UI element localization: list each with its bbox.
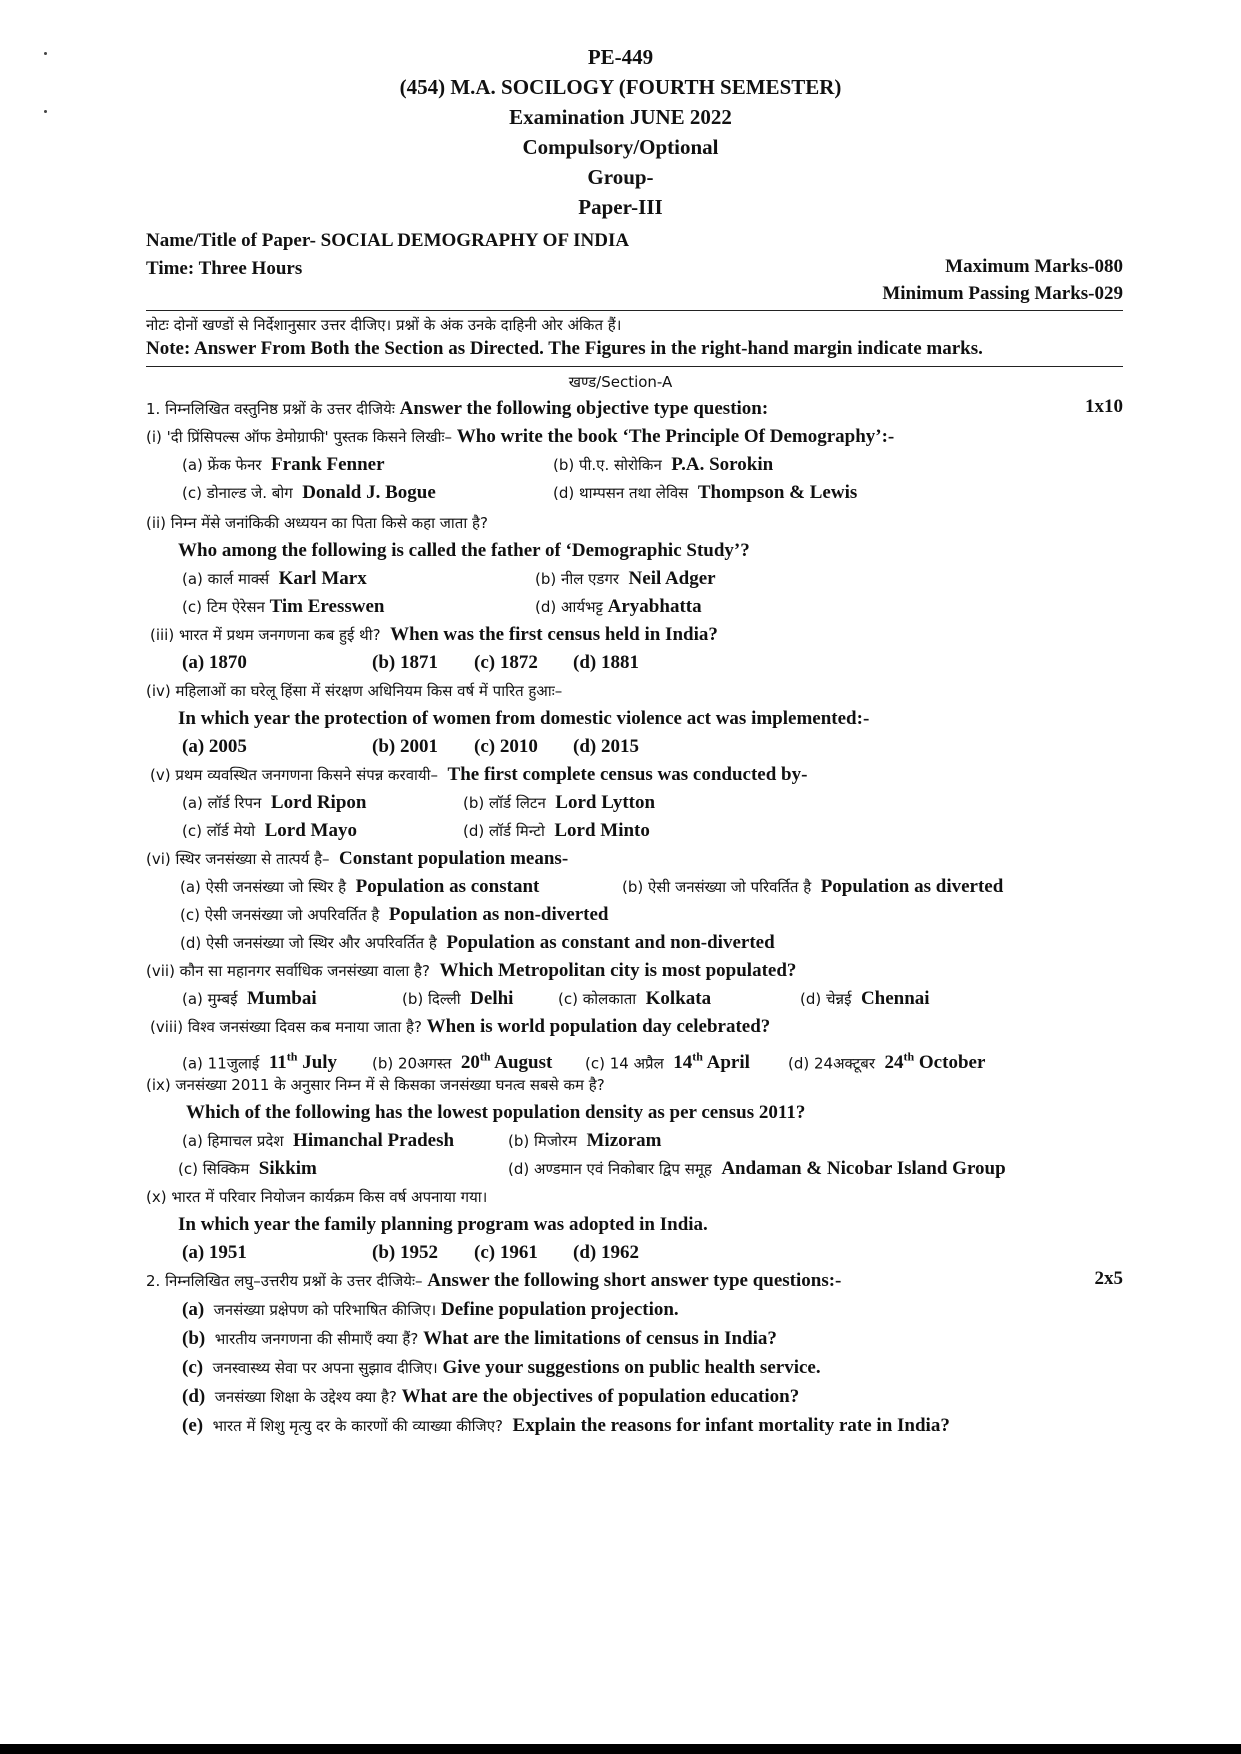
q1-viii-option-d: (d) 24अक्टूबर 24th October	[788, 1050, 986, 1074]
q1-viii: (viii) विश्व जनसंख्या दिवस कब मनाया जाता है? When is world population day celebrated?	[150, 1016, 771, 1037]
q1-iv-option-d: (d) 2015	[573, 736, 639, 757]
q2-item-d: (d) जनसंख्या शिक्षा के उद्देश्य क्या है? What are the objectives of population education?	[182, 1386, 800, 1407]
q1-ix: (ix) जनसंख्या 2011 के अनुसार निम्न में से किसका जनसंख्या घनत्व सबसे कम है?	[146, 1076, 605, 1094]
q1-v: (v) प्रथम व्यवस्थित जनगणना किसने संपन्न करवायी– The first complete census was conducted by-	[150, 764, 808, 785]
q1-marks: 1x10	[1085, 396, 1123, 417]
q1-ix-option-d: (d) अण्डमान एवं निकोबार द्विप समूह Andaman & Nicobar Island Group	[508, 1158, 1006, 1179]
q1-vi-option-a: (a) ऐसी जनसंख्या जो स्थिर है Population as constant	[180, 876, 540, 897]
q1-vii: (vii) कौन सा महानगर सर्वाधिक जनसंख्या वाला है? Which Metropolitan city is most populated?	[146, 960, 797, 981]
paper-code: PE-449	[587, 45, 654, 69]
q1-ii-option-b: (b) नील एडगर Neil Adger	[535, 568, 716, 589]
q1-ii-english: Who among the following is called the father of ‘Demographic Study’?	[178, 540, 750, 561]
q1-viii-option-a: (a) 11जुलाई 11th July	[182, 1050, 338, 1074]
note-english: Note: Answer From Both the Section as Directed. The Figures in the right-hand margin indicate marks.	[146, 338, 983, 359]
q1-x-option-b: (b) 1952	[372, 1242, 438, 1263]
q1-iv-english: In which year the protection of women from domestic violence act was implemented:-	[178, 708, 870, 729]
q2-item-e: (e) भारत में शिशु मृत्यु दर के कारणों की व्याख्या कीजिए? Explain the reasons for infant mortality rate in India?	[182, 1415, 950, 1436]
q1-ix-english: Which of the following has the lowest population density as per census 2011?	[186, 1102, 806, 1123]
q1-ix-option-c: (c) सिक्किम Sikkim	[178, 1158, 317, 1179]
q1-ii-option-c: (c) टिम ऐरेसन Tim Eresswen	[182, 596, 385, 617]
q1-v-option-c: (c) लॉर्ड मेयो Lord Mayo	[182, 820, 357, 841]
q1-iv: (iv) महिलाओं का घरेलू हिंसा में संरक्षण अधिनियम किस वर्ष में पारित हुआः–	[146, 682, 563, 700]
q2-marks: 2x5	[1094, 1268, 1123, 1289]
paper-group: Group-	[587, 165, 654, 189]
q1-x-option-c: (c) 1961	[474, 1242, 538, 1263]
q1-i: (i) 'दी प्रिंसिपल्स ऑफ डेमोग्राफी' पुस्तक किसने लिखीः– Who write the book ‘The Principle Of Demography’:-	[146, 426, 895, 447]
q1-ii-option-d: (d) आर्यभट्ट Aryabhatta	[535, 596, 702, 617]
q1-v-option-b: (b) लॉर्ड लिटन Lord Lytton	[463, 792, 656, 813]
note-hindi: नोटः दोनों खण्डों से निर्देशानुसार उत्तर दीजिए। प्रश्नों के अंक उनके दाहिनी ओर अंकित हैं।	[146, 316, 622, 334]
exam-time: Time: Three Hours	[146, 258, 303, 279]
q1-x-option-d: (d) 1962	[573, 1242, 639, 1263]
q1-viii-option-b: (b) 20अगस्त 20th August	[372, 1050, 553, 1074]
q1-ii: (ii) निम्न मेंसे जनांकिकी अध्ययन का पिता किसे कहा जाता है?	[146, 514, 488, 532]
q1-vi-option-c: (c) ऐसी जनसंख्या जो अपरिवर्तित है Population as non-diverted	[180, 904, 609, 925]
q1-iii: (iii) भारत में प्रथम जनगणना कब हुई थी? When was the first census held in India?	[150, 624, 718, 645]
q1-i-option-a: (a) फ्रेंक फेनर Frank Fenner	[182, 454, 385, 475]
q1-iii-option-c: (c) 1872	[474, 652, 538, 673]
paper-type: Compulsory/Optional	[522, 135, 719, 159]
section-a-title: खण्ड/Section-A	[568, 373, 673, 391]
q1-iv-option-a: (a) 2005	[182, 736, 247, 757]
q1-vi: (vi) स्थिर जनसंख्या से तात्पर्य है– Constant population means-	[146, 848, 569, 869]
q1-v-option-a: (a) लॉर्ड रिपन Lord Ripon	[182, 792, 367, 813]
q1-vi-option-d: (d) ऐसी जनसंख्या जो स्थिर और अपरिवर्तित है Population as constant and non-diverted	[180, 932, 775, 953]
q1-x: (x) भारत में परिवार नियोजन कार्यक्रम किस वर्ष अपनाया गया।	[146, 1188, 488, 1206]
q1-vii-option-a: (a) मुम्बई Mumbai	[182, 988, 317, 1009]
q1-ix-option-a: (a) हिमाचल प्रदेश Himanchal Pradesh	[182, 1130, 455, 1151]
q2-item-c: (c) जनस्वास्थ्य सेवा पर अपना सुझाव दीजिए। Give your suggestions on public health service.	[182, 1357, 821, 1378]
paper-number: Paper-III	[578, 195, 663, 219]
q1-vi-option-b: (b) ऐसी जनसंख्या जो परिवर्तित है Population as diverted	[622, 876, 1004, 897]
q2-item-b: (b) भारतीय जनगणना की सीमाएँ क्या हैं? What are the limitations of census in India?	[182, 1328, 777, 1349]
max-marks: Maximum Marks-080	[945, 256, 1123, 277]
course-title: (454) M.A. SOCILOGY (FOURTH SEMESTER)	[399, 75, 842, 99]
q1-iii-option-a: (a) 1870	[182, 652, 247, 673]
min-passing-marks: Minimum Passing Marks-029	[882, 283, 1123, 304]
q1-ii-option-a: (a) कार्ल मार्क्स Karl Marx	[182, 568, 367, 589]
q1-ix-option-b: (b) मिजोरम Mizoram	[508, 1130, 662, 1151]
q2-item-a: (a) जनसंख्या प्रक्षेपण को परिभाषित कीजिए। Define population projection.	[182, 1299, 679, 1320]
q1-x-option-a: (a) 1951	[182, 1242, 247, 1263]
scan-border	[0, 1744, 1241, 1754]
q1-iv-option-c: (c) 2010	[474, 736, 538, 757]
q1-v-option-d: (d) लॉर्ड मिन्टो Lord Minto	[463, 820, 650, 841]
q1-i-option-d: (d) थाम्पसन तथा लेविस Thompson & Lewis	[553, 482, 858, 503]
q1-iii-option-b: (b) 1871	[372, 652, 438, 673]
q1-vii-option-c: (c) कोलकाता Kolkata	[558, 988, 712, 1009]
exam-session: Examination JUNE 2022	[509, 105, 732, 129]
divider	[146, 310, 1123, 311]
q1-iv-option-b: (b) 2001	[372, 736, 438, 757]
q1-iii-option-d: (d) 1881	[573, 652, 639, 673]
q1-i-option-b: (b) पी.ए. सोरोकिन P.A. Sorokin	[553, 454, 774, 475]
q1-viii-option-c: (c) 14 अप्रैल 14th April	[585, 1050, 750, 1074]
paper-name: Name/Title of Paper- SOCIAL DEMOGRAPHY OF INDIA	[146, 230, 630, 251]
question-2: 2. निम्नलिखित लघु–उत्तरीय प्रश्नों के उत्तर दीजियेः– Answer the following short answer type questions:-	[146, 1270, 842, 1291]
q1-i-option-c: (c) डोनाल्ड जे. बोग Donald J. Bogue	[182, 482, 436, 503]
question-1: 1. निम्नलिखित वस्तुनिष्ठ प्रश्नों के उत्तर दीजियेः Answer the following objective type question:	[146, 398, 769, 419]
q1-vii-option-b: (b) दिल्ली Delhi	[402, 988, 514, 1009]
q1-x-english: In which year the family planning program was adopted in India.	[178, 1214, 708, 1235]
q1-vii-option-d: (d) चेन्नई Chennai	[800, 988, 930, 1009]
